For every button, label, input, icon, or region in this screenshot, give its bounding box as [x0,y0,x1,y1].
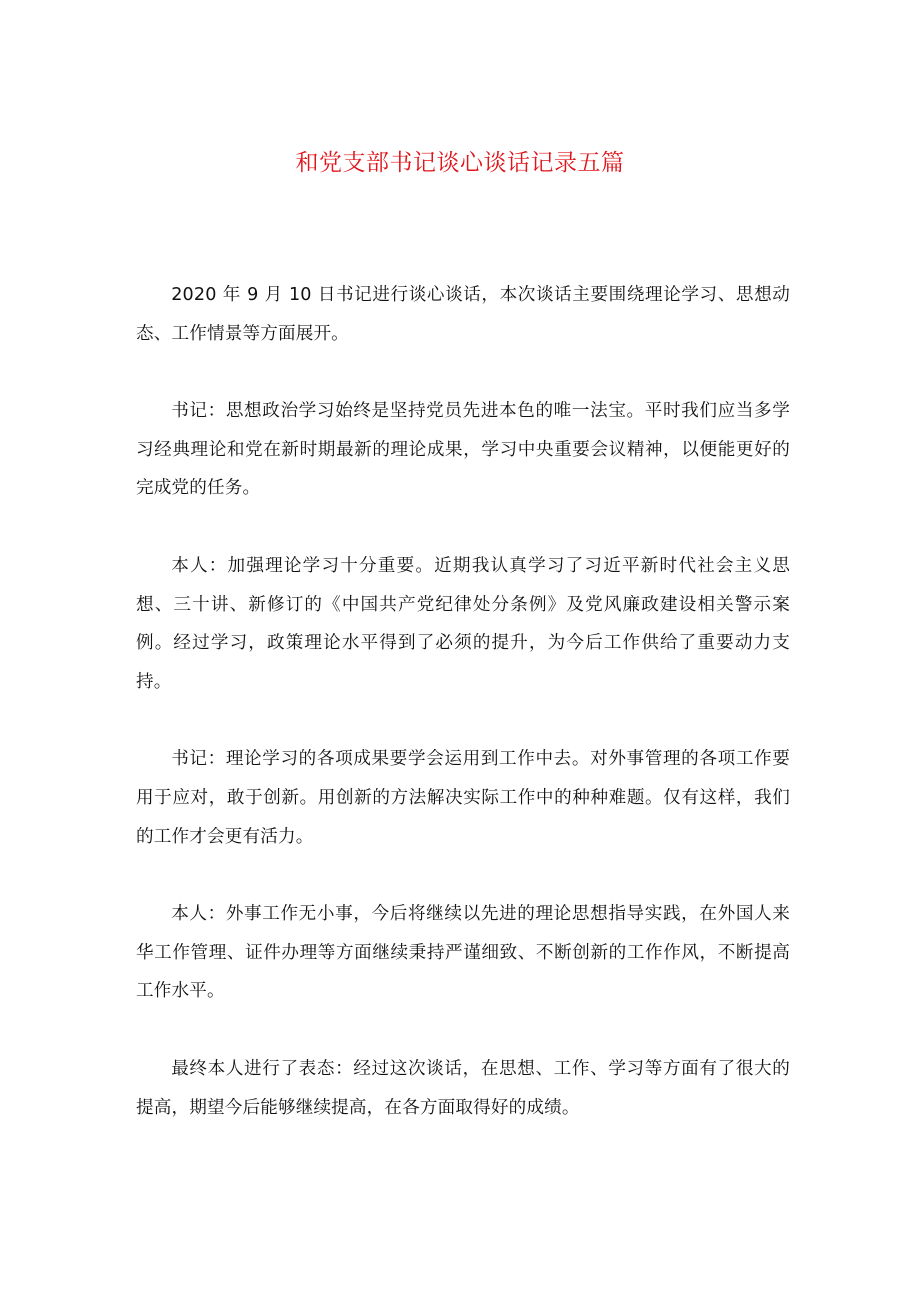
paragraph-secretary-1: 书记：思想政治学习始终是坚持党员先进本色的唯一法宝。平时我们应当多学习经典理论和党在新时期最新的理论成果，学习中央重要会议精神，以便能更好的完成党的任务。 [136,401,790,499]
document-body [136,276,790,1166]
document-title: 和党支部书记谈心谈话记录五篇 [295,150,625,176]
paragraph-self-2: 本人：外事工作无小事，今后将继续以先进的理论思想指导实践，在外国人来华工作管理、证件办理等方面继续秉持严谨细致、不断创新的工作作风，不断提高工作水平。 [136,904,790,1002]
paragraph-intro: 2020 年 9 月 10 日书记进行谈心谈话，本次谈话主要围绕理论学习、思想动态、工作情景等方面展开。 [136,285,790,344]
paragraph-conclusion: 最终本人进行了表态：经过这次谈话，在思想、工作、学习等方面有了很大的提高，期望今后能够继续提高，在各方面取得好的成绩。 [136,1058,790,1118]
paragraph-self-1: 本人：加强理论学习十分重要。近期我认真学习了习近平新时代社会主义思想、三十讲、新修订的《中国共产党纪律处分条例》及党风廉政建设相关警示案例。经过学习，政策理论水平得到了必须的提升，为今后工作供给了重要动力支持。 [136,555,790,692]
paragraph-secretary-2: 书记：理论学习的各项成果要学会运用到工作中去。对外事管理的各项工作要用于应对，敢于创新。用创新的方法解决实际工作中的种种难题。仅有这样，我们的工作才会更有活力。 [136,749,790,847]
